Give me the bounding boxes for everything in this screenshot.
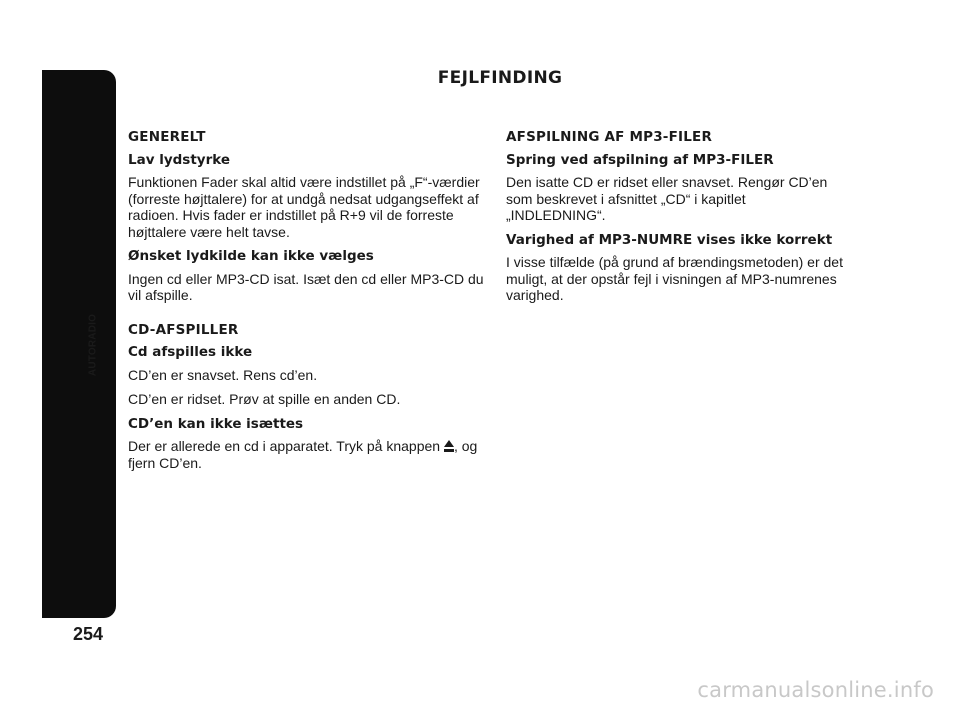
cd-insert-text <box>128 438 490 471</box>
chapter-sidebar <box>42 70 116 618</box>
source-text: Ingen cd eller MP3-CD isat. Isæt den cd eller MP3-CD du vil afspille. <box>128 270 484 303</box>
cd-insert-text-after: , og fjern CD’en. <box>128 438 478 471</box>
cd-not-playing-heading: Cd afspilles ikke <box>128 344 253 360</box>
right-column <box>506 129 846 312</box>
watermark: carmanualsonline.info <box>697 678 934 702</box>
page-number: 254 <box>73 624 104 644</box>
cd-player-heading: CD-AFSPILLER <box>128 321 239 338</box>
cd-insert-text-before: Der er allerede en cd i apparatet. Tryk på knappen <box>128 438 444 454</box>
low-volume-heading: Lav lydstyrke <box>128 151 231 168</box>
skip-heading: Spring ved afspilning af MP3-FILER <box>506 151 774 168</box>
left-column <box>128 129 490 479</box>
mp3-heading: AFSPILNING AF MP3-FILER <box>506 129 713 145</box>
cd-dirty-text: CD’en er snavset. Rens cd’en. <box>128 366 318 383</box>
low-volume-text: Funktionen Fader skal altid være indstillet på „F“-værdier (forreste højttalere) for at undgå nedsat udgangseffekt af radioen. Hvis fader er indstillet på R+9 vil de forreste højttalere være helt tavse. <box>128 174 480 240</box>
source-heading: Ønsket lydkilde kan ikke vælges <box>128 248 374 264</box>
duration-text: I visse tilfælde (på grund af brændingsmetoden) er det muligt, at der opstår fejl i visningen af MP3-numrenes varighed. <box>506 254 843 303</box>
general-heading: GENERELT <box>128 129 206 145</box>
duration-heading: Varighed af MP3-NUMRE vises ikke korrekt <box>506 231 833 248</box>
chapter-label: AUTORADIO <box>87 313 99 377</box>
skip-text: Den isatte CD er ridset eller snavset. Rengør CD’en som beskrevet i afsnittet „CD“ i kapitlet „INDLEDNING“. <box>506 174 828 223</box>
eject-icon <box>444 439 454 451</box>
page-title: FEJLFINDING <box>437 68 563 88</box>
cd-insert-heading: CD’en kan ikke isættes <box>128 415 304 432</box>
cd-scratched-text: CD’en er ridset. Prøv at spille en anden CD. <box>128 391 401 407</box>
